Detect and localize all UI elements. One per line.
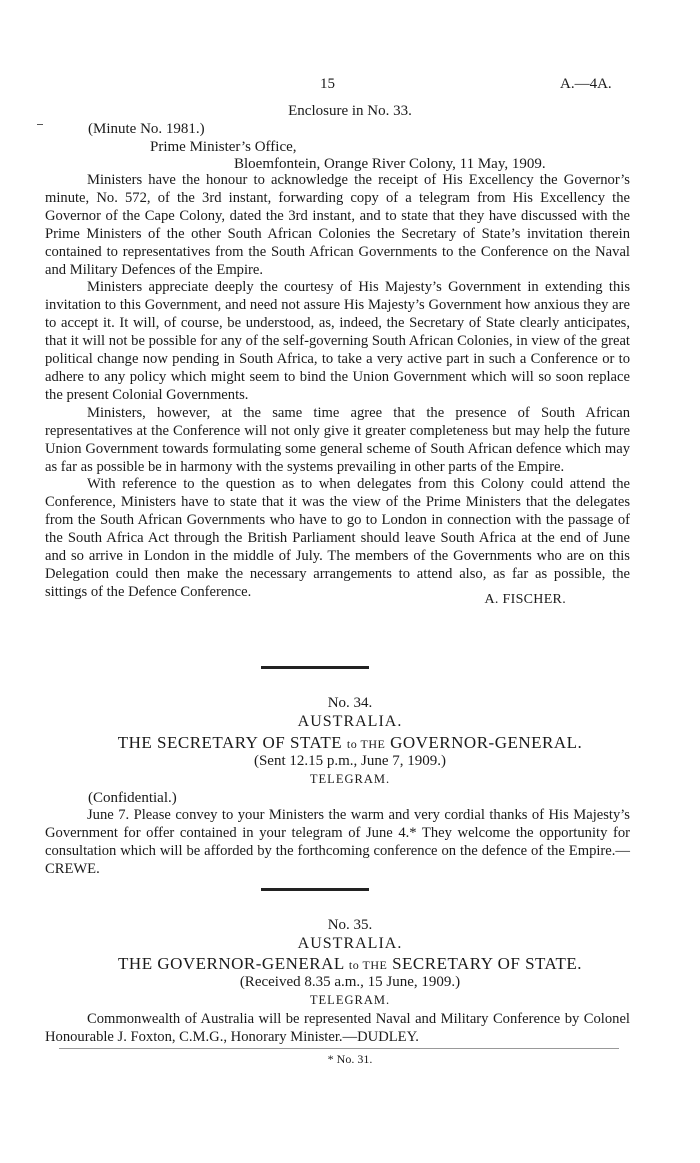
paper-reference: A.—4A. [560,76,612,92]
document-number: No. 35. [327,917,373,933]
enclosure-heading: Enclosure in No. 33. [288,103,412,119]
country-heading: AUSTRALIA. [297,935,403,952]
footnote: * No. 31. [327,1052,373,1066]
page-number: 15 [320,76,335,92]
footnote-rule [59,1048,619,1049]
telegram-text: Commonwealth of Australia will be represented Naval and Military Conference by Colonel Honourable J. Foxton, C.M.G., Honorary Minister.—DUDLEY. [45,1011,630,1045]
sent-time: (Sent 12.15 p.m., June 7, 1909.) [253,753,447,769]
office-line: Prime Minister’s Office, [150,139,297,155]
place-date-line: Bloemfontein, Orange River Colony, 11 May, 1909. [234,156,546,172]
route-the: THE [118,954,153,973]
country-heading: AUSTRALIA. [297,713,403,730]
enclosure-paragraph: With reference to the question as to when delegates from this Colony could attend the Conference, Ministers have to state that it was the view of the Prime Ministers that the delegates from the South African Governments who have to go to London in connection with the passage of the South Africa Act through the British Parliament should leave South Africa at the end of June and so arrive in London in the middle of July. The members of the Governments who are on this Delegation could then make the necessary arrangements to attend also, as far as possible, the sittings of the Defence Conference. [45,476,630,600]
telegram-body [45,807,630,879]
margin-mark [37,124,43,125]
enclosure-paragraph: Ministers, however, at the same time agree that the presence of South African representatives at the Conference will not only give it greater completeness but may help the future Union Government towards formulating some general scheme of South African defence which may as far as possible be in harmony with the systems prevailing in other parts of the Empire. [45,404,630,475]
telegram-body [45,1011,630,1047]
minute-number: (Minute No. 1981.) [88,121,205,137]
route-the: THE [357,737,386,751]
enclosure-paragraph: Ministers have the honour to acknowledge the receipt of His Excellency the Governor’s minute, No. 572, of the 3rd instant, forwarding copy of a telegram from His Excellency the Governor of the Cape Colony, dated the 3rd instant, and to state that they have discussed with the Prime Ministers of the other South African Colonies the Secretary of State’s invitation therein contained to representatives from the South African Governments to the Conference on the Naval and Military Defences of the Empire. [45,172,630,278]
route-heading [0,733,700,753]
telegram-text: June 7. Please convey to your Ministers the warm and very cordial thanks of His Majesty’s Government for offer contained in your telegram of June 4.* They welcome the opportunity for consultation which will be afforded by the forthcoming conference on the defence of the Empire.—CREWE. [45,807,630,877]
confidential-marking: (Confidential.) [88,790,177,806]
section-divider [261,888,369,891]
enclosure-body [45,172,630,602]
route-recipient: GOVERNOR-GENERAL. [385,733,583,752]
document-number: No. 34. [327,695,373,711]
route-to: to [346,737,358,751]
route-sender: SECRETARY OF STATE [152,733,347,752]
telegram-label: TELEGRAM. [309,993,391,1007]
route-heading [0,954,700,974]
route-sender: GOVERNOR-GENERAL [152,954,349,973]
route-to: to [348,958,360,972]
received-time: (Received 8.35 a.m., 15 June, 1909.) [239,974,461,990]
section-divider [261,666,369,669]
route-the: THE [359,958,388,972]
signature-fischer: A. FISCHER. [484,592,566,607]
route-recipient: SECRETARY OF STATE. [387,954,582,973]
enclosure-paragraph: Ministers appreciate deeply the courtesy of His Majesty’s Government in extending this invitation to this Government, and need not assure His Majesty’s Government how anxious they are to accept it. It will, of course, be understood, as, indeed, the Secretary of State clearly anticipates, that it will not be possible for any of the self-governing South African Colonies, in view of the great political change now pending in South Africa, to take a very active part in such a Conference or to adhere to any policy which might seem to bind the Union Government which will so soon replace the present Colonial Governments. [45,279,630,403]
route-the: THE [117,733,153,752]
telegram-label: TELEGRAM. [309,772,391,786]
